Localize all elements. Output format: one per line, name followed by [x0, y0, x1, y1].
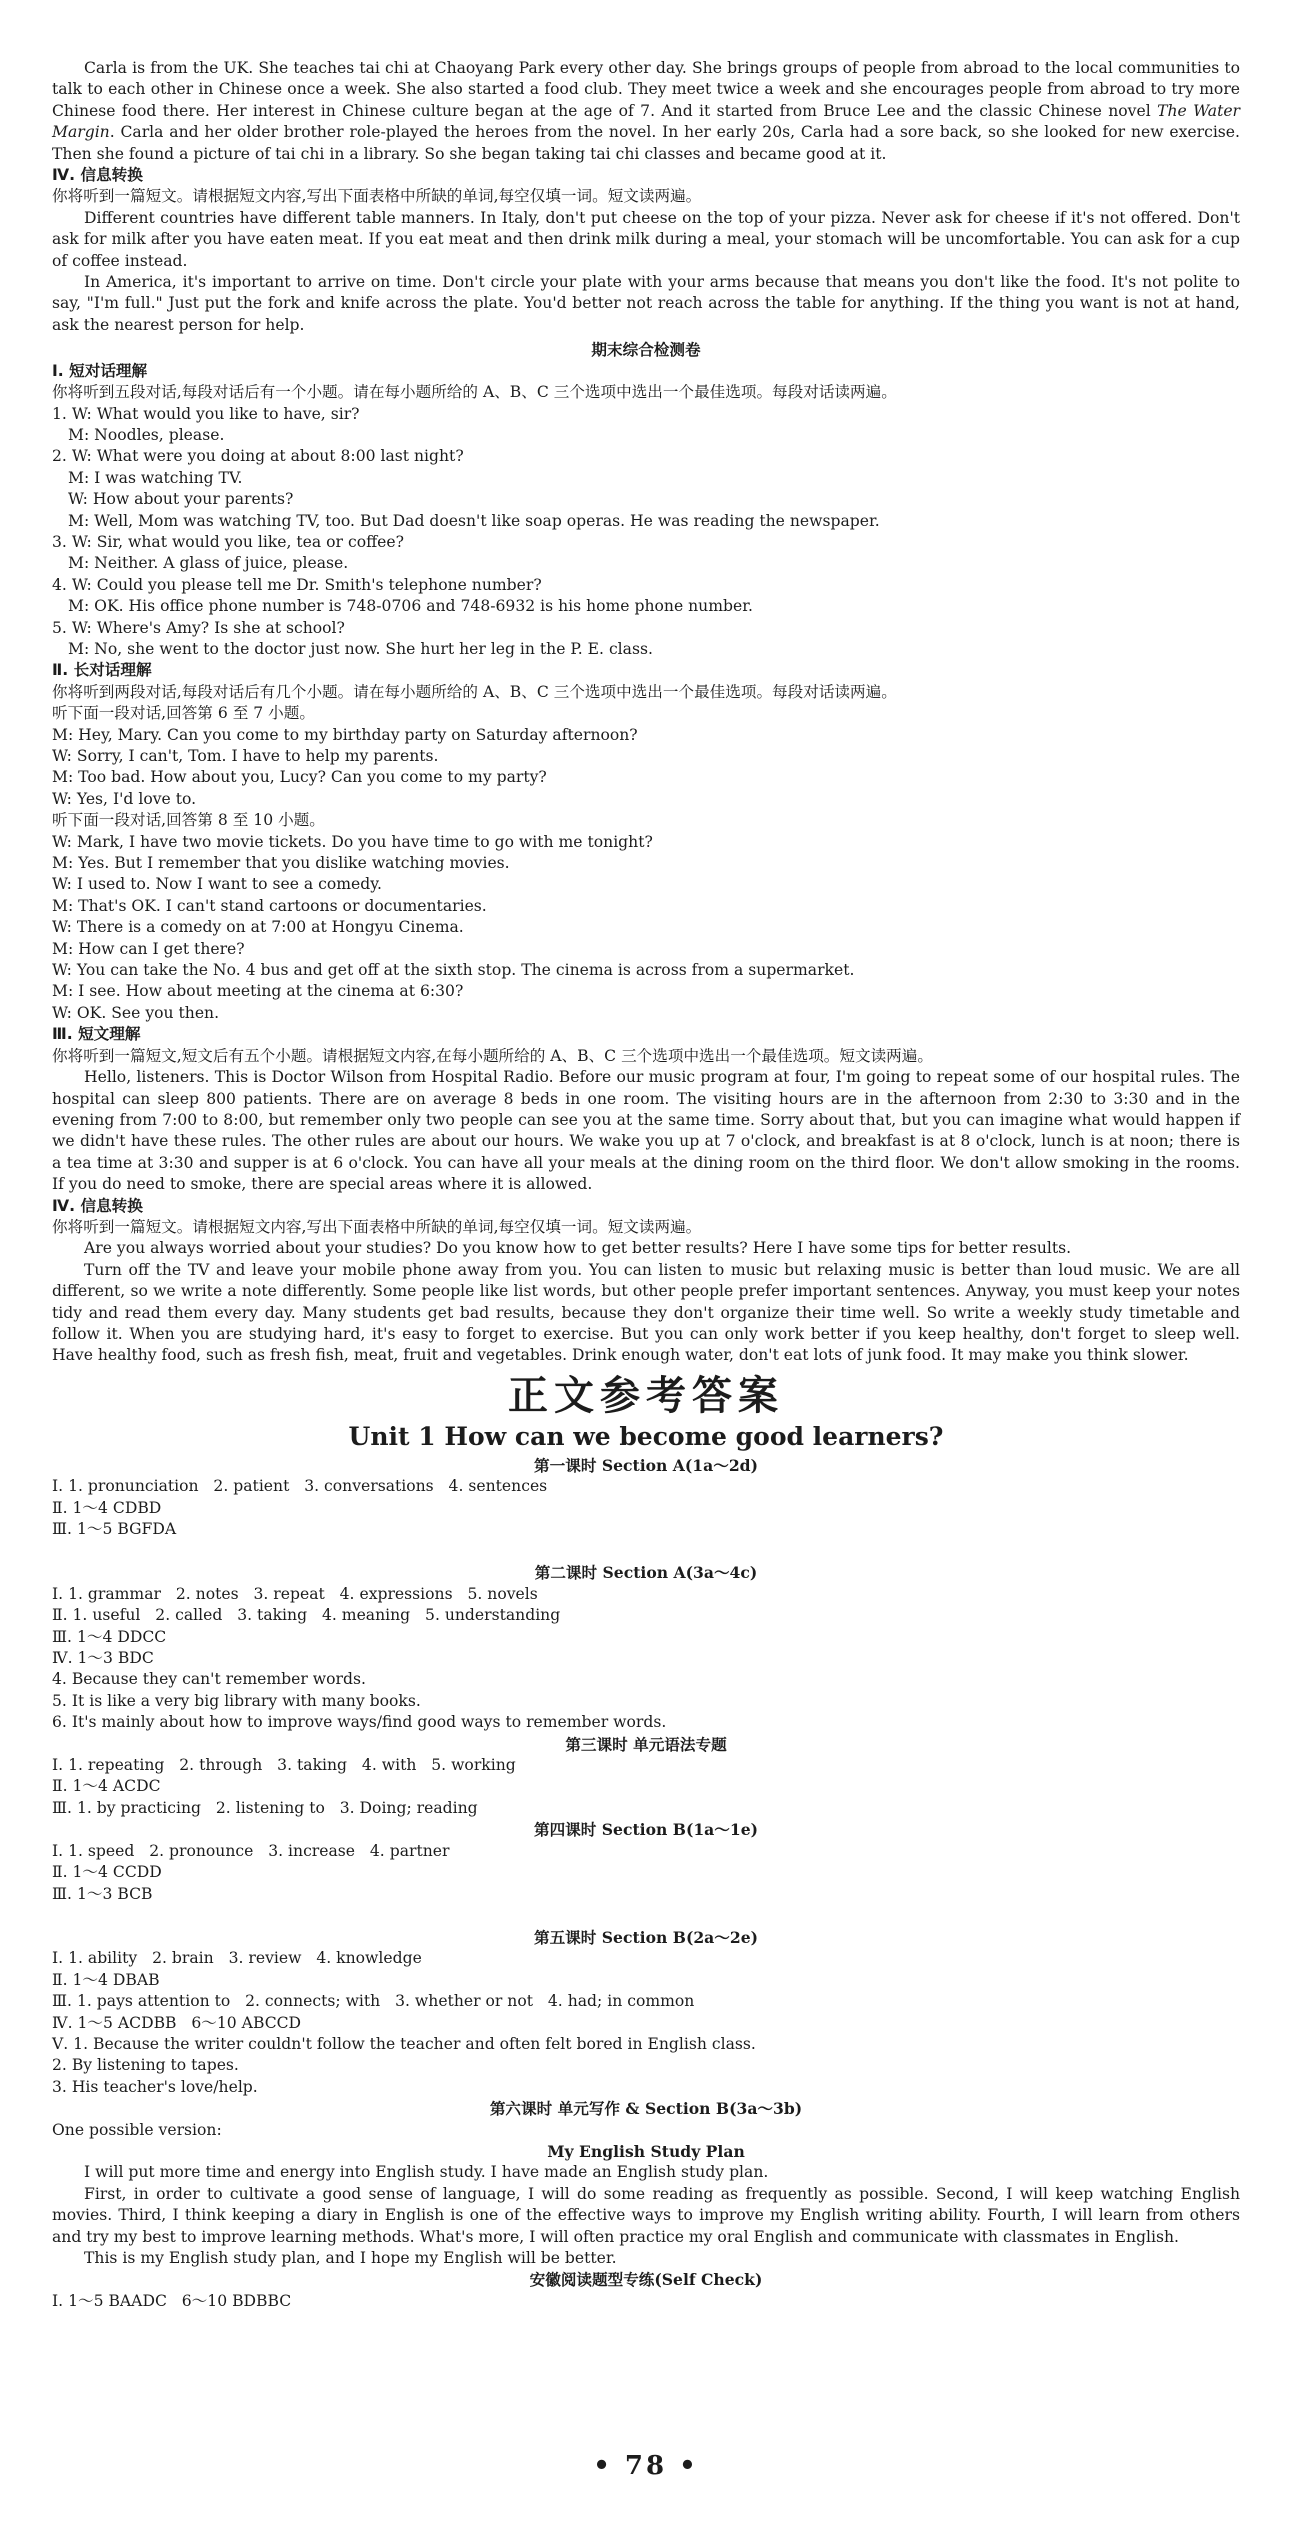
- dialogue-line: M: I was watching TV.: [68, 468, 243, 487]
- passage-table-manners-2: In America, it's important to arrive on time. Don't circle your plate with your arms because that means you don't like the food. It's not polite to say, "I'm full." Just put the fork and knife across the plate. You'd better not reach across the table for anything. If the thing you want is not at hand, ask the nearest person for help.: [52, 273, 1240, 334]
- sub-instruction: 听下面一段对话,回答第 8 至 10 小题。: [52, 811, 325, 830]
- passage-carla-text: Carla is from the UK. She teaches tai chi at Chaoyang Park every other day. She brings groups of people from abroad to the local communities to talk to each other in Chinese once a week. She also started a food club. They meet twice a week and she encourages people from abroad to try more Chinese food there. Her interest in Chinese culture began at the age of 7. And it started from Bruce Lee and the classic Chinese novel: [52, 59, 1240, 120]
- instruction: 你将听到一篇短文。请根据短文内容,写出下面表格中所缺的单词,每空仅填一词。短文读两遍。: [52, 1217, 702, 1236]
- lesson-title: 第三课时 单元语法专题: [565, 1734, 727, 1754]
- lesson-title: 安徽阅读题型专练(Self Check): [529, 2270, 763, 2290]
- essay-paragraph: This is my English study plan, and I hope my English will be better.: [84, 2249, 617, 2267]
- instruction: 你将听到一篇短文。请根据短文内容,写出下面表格中所缺的单词,每空仅填一词。短文读两遍。: [52, 187, 702, 206]
- answer-row: Ⅴ. 1. Because the writer couldn't follow the teacher and often felt bored in English class.: [52, 2034, 756, 2053]
- dialogue-line: 5. W: Where's Amy? Is she at school?: [52, 618, 345, 637]
- dialogue-line: W: I used to. Now I want to see a comedy.: [52, 875, 382, 894]
- dialogue-line: M: OK. His office phone number is 748-0706 and 748-6932 is his home phone number.: [68, 597, 753, 616]
- lesson-title: 第二课时 Section A(3a～4c): [534, 1563, 758, 1583]
- section-heading-short-dialogues: Ⅰ. 短对话理解: [52, 361, 148, 380]
- answer-row: Ⅱ. 1～4 DBAB: [52, 1970, 160, 1989]
- passage-carla: [52, 58, 1240, 165]
- instruction: 你将听到两段对话,每段对话后有几个小题。请在每小题所给的 A、B、C 三个选项中选出一个最佳选项。每段对话读两遍。: [52, 682, 897, 701]
- answer-row: Ⅰ. 1. grammar 2. notes 3. repeat 4. expressions 5. novels: [52, 1584, 538, 1603]
- answer-row: 5. It is like a very big library with many books.: [52, 1691, 421, 1710]
- answer-row: Ⅰ. 1. pronunciation 2. patient 3. conversations 4. sentences: [52, 1477, 548, 1496]
- answer-row: Ⅲ. 1. by practicing 2. listening to 3. Doing; reading: [52, 1798, 478, 1817]
- answer-row: One possible version:: [52, 2120, 222, 2139]
- dialogue-line: M: Yes. But I remember that you dislike watching movies.: [52, 854, 510, 873]
- dialogue-line: M: I see. How about meeting at the cinema at 6:30?: [52, 982, 464, 1001]
- dialogue-line: M: Neither. A glass of juice, please.: [68, 554, 349, 573]
- dialogue-line: W: How about your parents?: [68, 490, 294, 509]
- section-heading-info-transfer: Ⅳ. 信息转换: [52, 1196, 143, 1215]
- answer-row: 2. By listening to tapes.: [52, 2056, 239, 2075]
- dialogue-line: M: How can I get there?: [52, 939, 245, 958]
- dialogue-line: W: Yes, I'd love to.: [52, 789, 197, 808]
- answer-row: Ⅱ. 1～4 CDBD: [52, 1498, 162, 1517]
- essay-title: My English Study Plan: [547, 2141, 745, 2161]
- lesson-title: 第四课时 Section B(1a～1e): [533, 1820, 759, 1840]
- answer-row: Ⅰ. 1～5 BAADC 6～10 BDBBC: [52, 2291, 292, 2310]
- page-number: • 78 •: [593, 2451, 699, 2481]
- answer-row: 6. It's mainly about how to improve ways/find good ways to remember words.: [52, 1713, 667, 1732]
- dialogue-line: M: Noodles, please.: [68, 425, 225, 444]
- dialogue-line: W: You can take the No. 4 bus and get off at the sixth stop. The cinema is across from a supermarket.: [52, 961, 855, 980]
- answer-row: Ⅲ. 1～4 DDCC: [52, 1627, 167, 1646]
- section-heading-passage: Ⅲ. 短文理解: [52, 1025, 141, 1044]
- answer-row: Ⅲ. 1～5 BGFDA: [52, 1520, 177, 1538]
- answer-row: 3. His teacher's love/help.: [52, 2077, 258, 2096]
- passage-carla-text-2: . Carla and her older brother role-played the heroes from the novel. In her early 20s, Carla had a sore back, so she looked for new exercise. Then she found a picture of tai chi in a library. So she began taking tai chi classes and became good at it.: [52, 123, 1240, 163]
- dialogue-line: 2. W: What were you doing at about 8:00 last night?: [52, 447, 464, 466]
- answer-row: Ⅱ. 1～4 ACDC: [52, 1777, 161, 1796]
- answer-row: Ⅱ. 1. useful 2. called 3. taking 4. meaning 5. understanding: [52, 1606, 561, 1625]
- instruction: 你将听到一篇短文,短文后有五个小题。请根据短文内容,在每小题所给的 A、B、C 三个选项中选出一个最佳选项。短文读两遍。: [52, 1046, 933, 1065]
- dialogue-line: M: Hey, Mary. Can you come to my birthday party on Saturday afternoon?: [52, 725, 638, 744]
- passage-study-2: Turn off the TV and leave your mobile phone away from you. You can listen to music but relaxing music is better than loud music. We are all different, so we write a note differently. Some people like list words, but other people prefer important sentences. Anyway, you must keep your notes tidy and read them every day. Many students get bad results, because they don't organize their time well. So write a weekly study timetable and follow it. When you are studying hard, it's easy to forget to exercise. But you can only work better if you keep healthy, don't forget to sleep well. Have healthy food, such as fresh fish, meat, fruit and vegetables. Drink enough water, don't eat lots of junk food. It may make you think slower.: [52, 1260, 1240, 1365]
- essay-paragraph: First, in order to cultivate a good sense of language, I will do some reading as frequently as possible. Second, I will keep watching English movies. Third, I think keeping a diary in English is one of the effective ways to improve my English writing ability. Fourth, I will learn from others and try my best to improve learning methods. What's more, I will often practice my oral English and communicate with classmates in English.: [52, 2184, 1240, 2246]
- dialogue-line: 1. W: What would you like to have, sir?: [52, 404, 360, 423]
- answers-title: 正文参考答案: [508, 1372, 784, 1419]
- answer-row: Ⅳ. 1～5 ACDBB 6～10 ABCCD: [52, 2013, 302, 2032]
- passage-study-1: Are you always worried about your studies? Do you know how to get better results? Here I have some tips for better results.: [84, 1239, 1072, 1258]
- answer-row: Ⅳ. 1～3 BDC: [52, 1649, 154, 1668]
- answer-row: Ⅰ. 1. repeating 2. through 3. taking 4. with 5. working: [52, 1756, 516, 1775]
- dialogue-line: M: That's OK. I can't stand cartoons or documentaries.: [52, 896, 487, 915]
- dialogue-line: M: Too bad. How about you, Lucy? Can you come to my party?: [52, 768, 547, 787]
- exam-title: 期末综合检测卷: [591, 340, 701, 360]
- novel-title: The Water Margin: [52, 101, 1241, 142]
- dialogue-line: W: OK. See you then.: [52, 1003, 220, 1022]
- dialogue-line: M: No, she went to the doctor just now. She hurt her leg in the P. E. class.: [68, 639, 653, 658]
- answer-row: Ⅲ. 1. pays attention to 2. connects; with 3. whether or not 4. had; in common: [52, 1992, 695, 2011]
- answer-row: 4. Because they can't remember words.: [52, 1670, 366, 1689]
- passage-table-manners-1: Different countries have different table manners. In Italy, don't put cheese on the top of your pizza. Never ask for cheese if it's not offered. Don't ask for milk after you have eaten meat. If you eat meat and then drink milk during a meal, your stomach will be uncomfortable. You can ask for a cup of coffee instead.: [52, 208, 1240, 270]
- dialogue-line: W: Mark, I have two movie tickets. Do you have time to go with me tonight?: [52, 832, 653, 851]
- answer-row: Ⅱ. 1～4 CCDD: [52, 1863, 162, 1882]
- section-heading-long-dialogues: Ⅱ. 长对话理解: [52, 661, 152, 680]
- instruction: 你将听到五段对话,每段对话后有一个小题。请在每小题所给的 A、B、C 三个选项中选出一个最佳选项。每段对话读两遍。: [52, 383, 897, 402]
- dialogue-line: 4. W: Could you please tell me Dr. Smith's telephone number?: [52, 575, 542, 594]
- essay-paragraph: I will put more time and energy into English study. I have made an English study plan.: [84, 2163, 769, 2182]
- lesson-title: 第六课时 单元写作 & Section B(3a～3b): [489, 2099, 803, 2119]
- lesson-title: 第一课时 Section A(1a～2d): [534, 1455, 758, 1475]
- answer-row: Ⅰ. 1. speed 2. pronounce 3. increase 4. partner: [52, 1841, 450, 1860]
- passage-hospital: Hello, listeners. This is Doctor Wilson from Hospital Radio. Before our music program at four, I'm going to repeat some of our hospital rules. The hospital can sleep 800 patients. There are on average 8 beds in one room. The visiting hours are in the afternoon from 2:30 to 3:30 and in the evening from 7:00 to 8:00, but remember only two people can see you at the same time. Sorry about that, but you can imagine what would happen if we didn't have these rules. The other rules are about our hours. We wake you up at 7 o'clock, and breakfast is at 8 o'clock, lunch is at noon; there is a tea time at 3:30 and supper is at 6 o'clock. You can have all your meals at the dining room on the third floor. We don't allow smoking in the rooms. If you do need to smoke, there are special areas where it is allowed.: [52, 1068, 1240, 1194]
- section-heading-info-transfer: Ⅳ. 信息转换: [52, 166, 143, 185]
- answer-row: Ⅰ. 1. ability 2. brain 3. review 4. knowledge: [52, 1949, 422, 1968]
- dialogue-line: M: Well, Mom was watching TV, too. But Dad doesn't like soap operas. He was reading the newspaper.: [68, 511, 880, 530]
- page-content: [52, 58, 1240, 2312]
- dialogue-line: W: There is a comedy on at 7:00 at Hongyu Cinema.: [52, 918, 464, 937]
- answer-row: Ⅲ. 1～3 BCB: [52, 1884, 153, 1903]
- sub-instruction: 听下面一段对话,回答第 6 至 7 小题。: [52, 704, 315, 723]
- unit-title: Unit 1 How can we become good learners?: [348, 1421, 944, 1451]
- dialogue-line: W: Sorry, I can't, Tom. I have to help my parents.: [52, 747, 439, 765]
- dialogue-line: 3. W: Sir, what would you like, tea or coffee?: [52, 532, 404, 551]
- lesson-title: 第五课时 Section B(2a～2e): [533, 1927, 759, 1947]
